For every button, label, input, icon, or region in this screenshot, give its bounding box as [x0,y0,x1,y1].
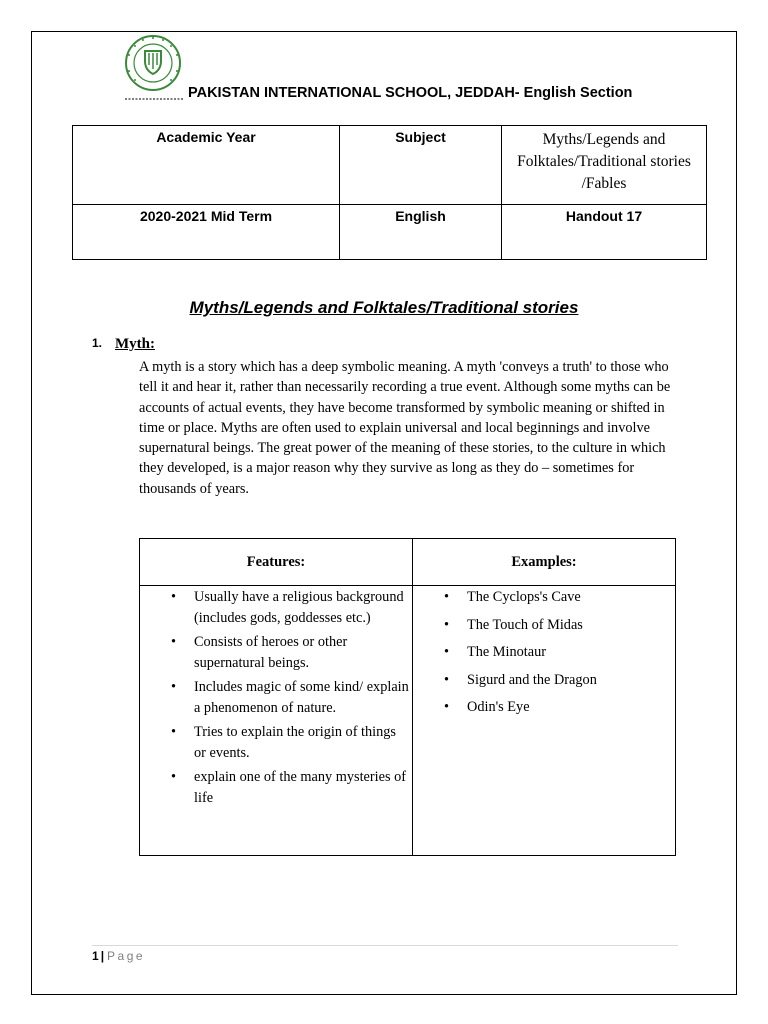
section-number: 1. [92,336,103,350]
list-item [141,767,411,808]
page-footer [92,949,145,963]
list-item [414,642,674,663]
subject-header: Subject [340,126,502,205]
features-table [139,538,676,856]
feature-text: Includes magic of some kind/ explain a phenomenon of nature. [194,679,409,716]
footer-divider [92,945,678,946]
list-item [414,670,674,691]
list-item [141,632,411,673]
bullet-icon: • [444,699,450,715]
features-list [141,587,411,808]
myth-section [92,336,682,499]
list-item [414,587,674,608]
subject-value: English [340,205,502,260]
bullet-icon: • [171,724,177,740]
list-item [141,722,411,763]
list-item [414,697,674,718]
academic-year-value: 2020-2021 Mid Term [73,205,340,260]
section-label: - English Section [514,85,633,101]
bullet-icon: • [444,616,450,633]
examples-header: Examples: [413,539,676,586]
page-number: 1 [92,949,99,963]
school-title [188,85,632,101]
myth-paragraph: A myth is a story which has a deep symbolic meaning. A myth 'conveys a truth' to those who tell it and hear it, rather than necessarily recording a true event. Although some myths can be accounts of actual events, they have become transformed by symbolic meaning or shifted in time or place. Myths are often used to explain universal and local beginnings and involve supernatural beings. The great power of the meaning of these stories, to the culture in which they developed, is a major reason why they survive as long as they do – sometimes for thousands of years. [139,359,671,497]
feature-text: explain one of the many mysteries of life [194,769,407,806]
bullet-icon: • [444,671,450,688]
example-text: The Cyclops's Cave [467,589,581,605]
page-label: Page [107,949,146,963]
feature-text: Consists of heroes or other supernatural beings. [194,634,348,671]
academic-year-header: Academic Year [73,126,340,205]
section-heading [92,336,682,353]
bullet-icon: • [171,679,177,695]
school-logo [115,33,195,103]
features-cell [140,586,413,856]
topic-header: Myths/Legends and Folktales/Traditional stories /Fables [502,126,707,205]
bullet-icon: • [444,644,450,660]
footer-separator: | [100,949,105,963]
section-title: Myth: [115,336,155,352]
bullet-icon: • [171,589,177,605]
bullet-icon: • [171,634,177,650]
example-text: The Touch of Midas [467,616,583,633]
example-text: The Minotaur [467,644,547,660]
bullet-icon: • [444,589,450,605]
features-header: Features: [140,539,413,586]
feature-text: Usually have a religious background (includes gods, goddesses etc.) [194,589,404,626]
example-text: Odin's Eye [467,699,530,715]
info-table [72,125,707,260]
examples-cell [413,586,676,856]
list-item [141,677,411,718]
school-name: PAKISTAN INTERNATIONAL SCHOOL, JEDDAH [188,85,515,101]
bullet-icon: • [171,769,177,785]
example-text: Sigurd and the Dragon [467,671,597,688]
list-item [414,615,674,636]
feature-text: Tries to explain the origin of things or events. [194,724,396,761]
handout-value: Handout 17 [502,205,707,260]
examples-list [414,587,674,718]
list-item [141,587,411,628]
document-heading: Myths/Legends and Folktales/Traditional stories [189,298,579,317]
